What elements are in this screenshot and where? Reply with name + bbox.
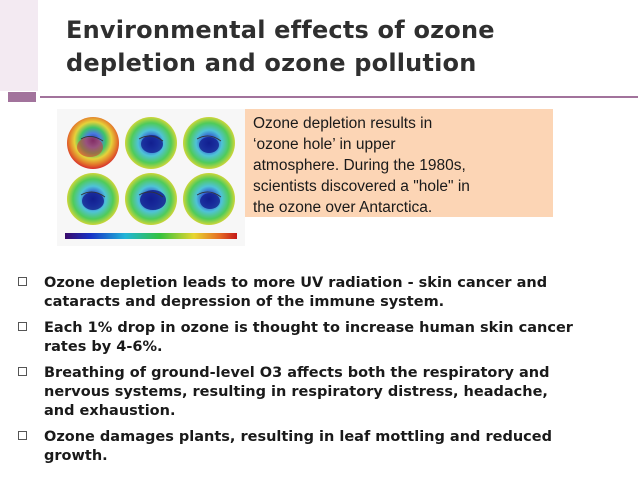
ozone-globe-maps <box>57 109 245 246</box>
checkbox-bullet-icon <box>18 431 27 440</box>
bullet-item-ground-level-o3 <box>18 364 633 421</box>
callout-line-3: atmosphere. During the 1980s, <box>253 157 466 174</box>
title-line-2: depletion and ozone pollution <box>66 49 477 77</box>
checkbox-bullet-icon <box>18 367 27 376</box>
globe-panel-6 <box>183 173 235 225</box>
bullet-line: cataracts and depression of the immune system. <box>44 294 445 310</box>
accent-square <box>8 92 36 102</box>
slide-title <box>66 14 626 80</box>
bullet-line: Breathing of ground-level O3 affects both the respiratory and <box>44 365 550 381</box>
globe-panel-1 <box>67 117 119 169</box>
checkbox-bullet-icon <box>18 277 27 286</box>
bullet-line: nervous systems, resulting in respiratory distress, headache, <box>44 384 548 400</box>
title-line-1: Environmental effects of ozone <box>66 16 495 44</box>
ozone-globe-maps-image <box>57 109 245 246</box>
callout-line-4: scientists discovered a "hole" in <box>253 178 470 195</box>
bullet-line: Ozone depletion leads to more UV radiation - skin cancer and <box>44 275 548 291</box>
bullet-item-plant-damage <box>18 428 633 466</box>
bullet-line: and exhaustion. <box>44 403 176 419</box>
bullet-line: Each 1% drop in ozone is thought to increase human skin cancer <box>44 320 573 336</box>
callout-line-5: the ozone over Antarctica. <box>253 199 433 216</box>
globe-panel-3 <box>183 117 235 169</box>
title-divider <box>40 96 638 98</box>
bullet-line: growth. <box>44 448 108 464</box>
bullet-line: Ozone damages plants, resulting in leaf mottling and reduced <box>44 429 552 445</box>
checkbox-bullet-icon <box>18 322 27 331</box>
bullet-item-skin-cancer <box>18 319 633 357</box>
bullet-list <box>18 274 633 473</box>
callout-line-2: ‘ozone hole’ in upper <box>253 136 396 153</box>
globe-panel-4 <box>67 173 119 225</box>
globe-panel-5 <box>125 173 177 225</box>
bullet-line: rates by 4-6%. <box>44 339 163 355</box>
globe-panel-2 <box>125 117 177 169</box>
color-scale-bar <box>65 233 237 239</box>
callout-line-1: Ozone depletion results in <box>253 115 433 132</box>
bullet-item-uv-radiation <box>18 274 633 312</box>
ozone-hole-callout <box>245 109 553 217</box>
left-accent-bar <box>0 0 38 91</box>
